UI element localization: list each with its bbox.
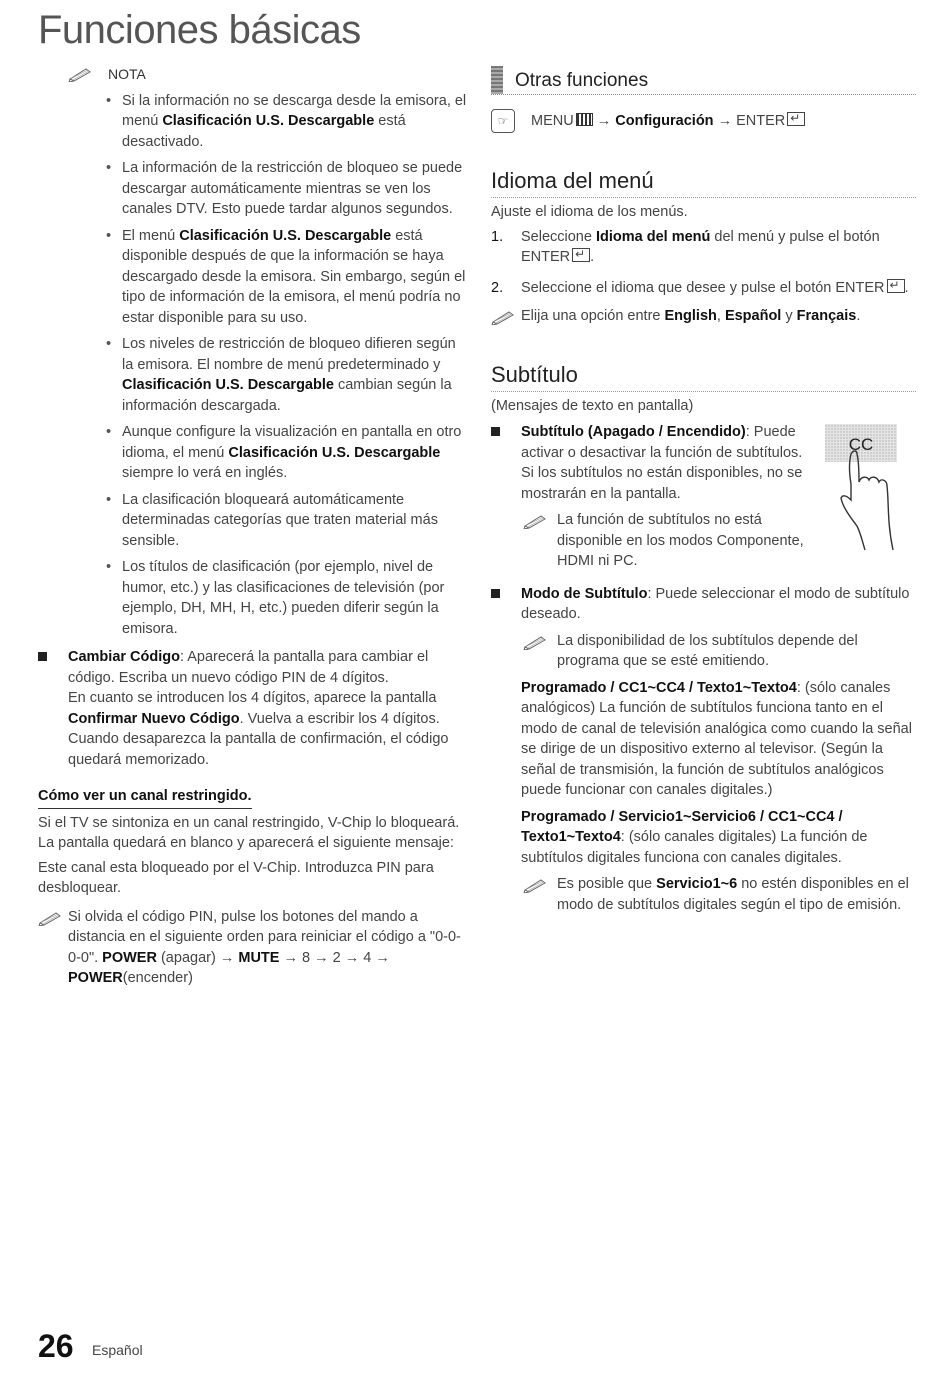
note-pencil-icon <box>68 66 94 82</box>
left-column <box>38 64 468 989</box>
square-bullet-icon <box>38 652 47 661</box>
section-marker <box>491 66 503 94</box>
menu-language-title: Idioma del menú <box>491 167 916 198</box>
note-pencil-icon <box>523 513 549 529</box>
enter-icon <box>887 279 905 293</box>
pin-reset-note: Si olvida el código PIN, pulse los botones del mando a distancia en el siguiente orden para reiniciar el código a "0-0-0-0". POWER (apagar) → MUTE → 8 → 2 → 4 → POWER(encender) <box>38 907 468 989</box>
list-item: • Los títulos de clasificación (por ejemplo, nivel de humor, etc.) y las clasificaciones de televisión (por ejemplo, DH, MH, H, etc.) pueden diferir según la emisora. <box>122 557 468 639</box>
step-1: 1. Seleccione Idioma del menú del menú y pulse el botón ENTER↵ . <box>491 227 916 268</box>
language-options-note: Elija una opción entre English, Español y Français. <box>491 306 916 327</box>
section-header <box>491 64 916 95</box>
subtitle-availability-note: La función de subtítulos no está disponible en los modos Componente, HDMI ni PC. <box>491 510 916 572</box>
subtitle-onoff-item: Subtítulo (Apagado / Encendido): Puede activar o desactivar la función de subtítulos. Si los subtítulos no están disponibles, no se mostrarán en la pantalla. <box>491 422 916 504</box>
list-item: • El menú Clasificación U.S. Descargable está disponible después de que la información se haya descargado desde la emisora. Sin embargo, según el tipo de información de la emisora, el menú podría no estar disponible para su uso. <box>122 226 468 329</box>
note-header <box>68 64 468 85</box>
section-title: Otras funciones <box>515 69 649 91</box>
note-pencil-icon <box>523 634 549 650</box>
menu-icon <box>576 113 593 126</box>
note-pencil-icon <box>523 877 549 893</box>
note-bullet-list <box>38 91 468 640</box>
list-item: • Los niveles de restricción de bloqueo difieren según la emisora. El nombre de menú predeterminado y Clasificación U.S. Descargable cambian según la información descargada. <box>122 334 468 416</box>
page-number: 26 <box>38 1328 74 1364</box>
note-pencil-icon <box>38 910 64 926</box>
restricted-paragraph: Si el TV se sintoniza en un canal restringido, V-Chip lo bloqueará. La pantalla quedará en blanco y aparecerá el siguiente mensaje: <box>38 814 460 851</box>
list-item: • Aunque configure la visualización en pantalla en otro idioma, el menú Clasificación U.S. Descargable siempre lo verá en inglés. <box>122 422 468 484</box>
remote-hand-icon: ☞ <box>491 109 515 133</box>
subtitle-onoff-block <box>491 422 916 572</box>
list-item: • La clasificación bloqueará automáticamente determinadas categorías que traten material más sensible. <box>122 490 468 552</box>
note-pencil-icon <box>491 309 517 325</box>
restricted-channel-heading: Cómo ver un canal restringido. <box>38 786 252 809</box>
square-bullet-icon <box>491 427 500 436</box>
analog-subtitle-mode: Programado / CC1~CC4 / Texto1~Texto4: (sólo canales analógicos) La función de subtítulos funciona tanto en el modo de canal de televisión analógica como cuando la señal se dirige de un dispositivo externo al televisor. (Según la señal de transmisión, la función de subtítulos analógicos puede funcionar con canales digitales.) <box>521 679 912 798</box>
menu-path <box>491 109 916 133</box>
blocked-message: Este canal esta bloqueado por el V-Chip. Introduzca PIN para desbloquear. <box>38 859 434 896</box>
page-language: Español <box>92 1342 143 1358</box>
step-2: 2. Seleccione el idioma que desee y pulse el botón ENTER↵ . <box>491 278 916 299</box>
enter-icon <box>787 112 805 126</box>
cc-label: CC <box>848 435 874 454</box>
subtitle-program-note: La disponibilidad de los subtítulos depende del programa que se esté emitiendo. <box>491 631 916 672</box>
square-bullet-icon <box>491 589 500 598</box>
menu-path-text: MENU → Configuración → ENTER↵ <box>531 111 805 132</box>
right-column <box>491 64 916 915</box>
digital-subtitle-mode: Programado / Servicio1~Servicio6 / CC1~CC4 / Texto1~Texto4: (sólo canales digitales) La función de subtítulos digitales funciona con canales digitales. <box>521 808 868 866</box>
subtitle-intro: (Mensajes de texto en pantalla) <box>491 397 694 414</box>
subtitle-title: Subtítulo <box>491 361 916 392</box>
list-item: • Si la información no se descarga desde la emisora, el menú Clasificación U.S. Descargable está desactivado. <box>122 91 468 153</box>
note-label: NOTA <box>108 66 146 82</box>
menu-language-intro: Ajuste el idioma de los menús. <box>491 204 688 220</box>
subtitle-mode-item: Modo de Subtítulo: Puede seleccionar el modo de subtítulo deseado. <box>491 584 916 625</box>
page-title: Funciones básicas <box>38 8 361 52</box>
list-item: • La información de la restricción de bloqueo se puede descargar automáticamente mientras se ven los canales DTV. Esto puede tardar algunos segundos. <box>122 158 468 220</box>
enter-icon <box>572 248 590 262</box>
digital-service-note: Es posible que Servicio1~6 no estén disponibles en el modo de subtítulos digitales según el tipo de emisión. <box>491 874 916 915</box>
change-code-item: Cambiar Código: Aparecerá la pantalla para cambiar el código. Escriba un nuevo código PIN de 4 dígitos. En cuanto se introducen los 4 dígitos, aparece la pantalla Confirmar Nuevo Código. Vuelva a escribir los 4 dígitos. Cuando desaparezca la pantalla de confirmación, el código quedará memorizado. <box>38 647 468 770</box>
